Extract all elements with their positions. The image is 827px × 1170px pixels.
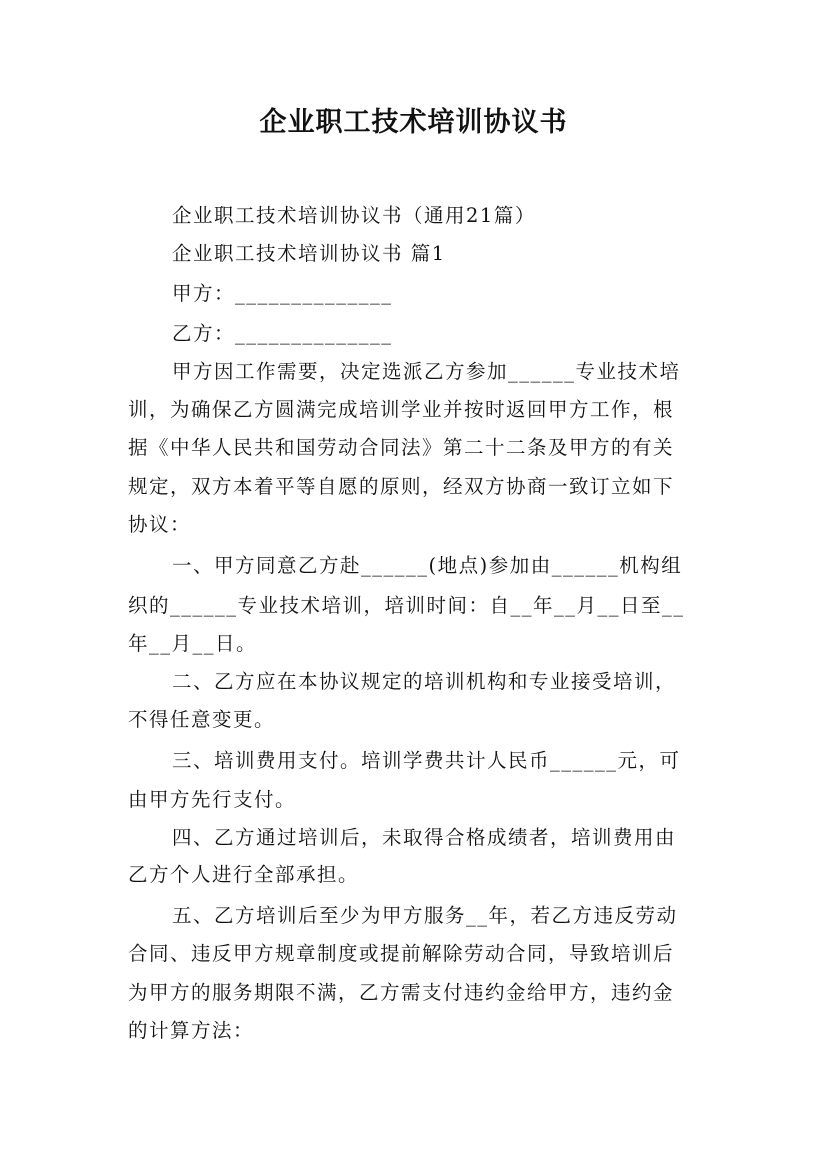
clause-5-line: 的计算方法： — [128, 1019, 255, 1042]
clause-5-line: 为甲方的服务期限不满，乙方需支付违约金给甲方，违约金 — [128, 981, 675, 1004]
clause-1-line: 织的______专业技术培训，培训时间：自__年__月__日至__ — [128, 594, 685, 617]
party-a-line: 甲方：______________ — [172, 282, 393, 305]
body-line: 甲方因工作需要，决定选派乙方参加______专业技术培 — [172, 360, 681, 383]
clause-1-line: 年__月__日。 — [128, 632, 258, 655]
clause-1-line: 一、甲方同意乙方赴______(地点)参加由______机构组 — [172, 554, 683, 577]
clause-5-line: 五、乙方培训后至少为甲方服务__年，若乙方违反劳动 — [172, 904, 678, 927]
body-line: 协议： — [128, 513, 192, 536]
clause-3-line: 三、培训费用支付。培训学费共计人民币______元，可 — [172, 749, 681, 772]
body-line: 据《中华人民共和国劳动合同法》第二十二条及甲方的有关 — [128, 436, 675, 459]
subtitle-line: 企业职工技术培训协议书（通用21篇） — [172, 204, 536, 227]
clause-5-line: 合同、违反甲方规章制度或提前解除劳动合同，导致培训后 — [128, 942, 675, 965]
clause-4-line: 四、乙方通过培训后，未取得合格成绩者，培训费用由 — [172, 826, 677, 849]
document-title: 企业职工技术培训协议书 — [259, 107, 568, 138]
section-heading: 企业职工技术培训协议书 篇1 — [172, 242, 446, 265]
clause-2-line: 不得任意变更。 — [128, 708, 276, 731]
body-line: 规定，双方本着平等自愿的原则，经双方协商一致订立如下 — [128, 475, 675, 498]
body-line: 训，为确保乙方圆满完成培训学业并按时返回甲方工作，根 — [128, 398, 675, 421]
clause-2-line: 二、乙方应在本协议规定的培训机构和专业接受培训， — [172, 670, 677, 693]
clause-3-line: 由甲方先行支付。 — [128, 788, 297, 811]
clause-4-line: 乙方个人进行全部承担。 — [128, 863, 360, 886]
party-b-line: 乙方：______________ — [172, 322, 393, 345]
